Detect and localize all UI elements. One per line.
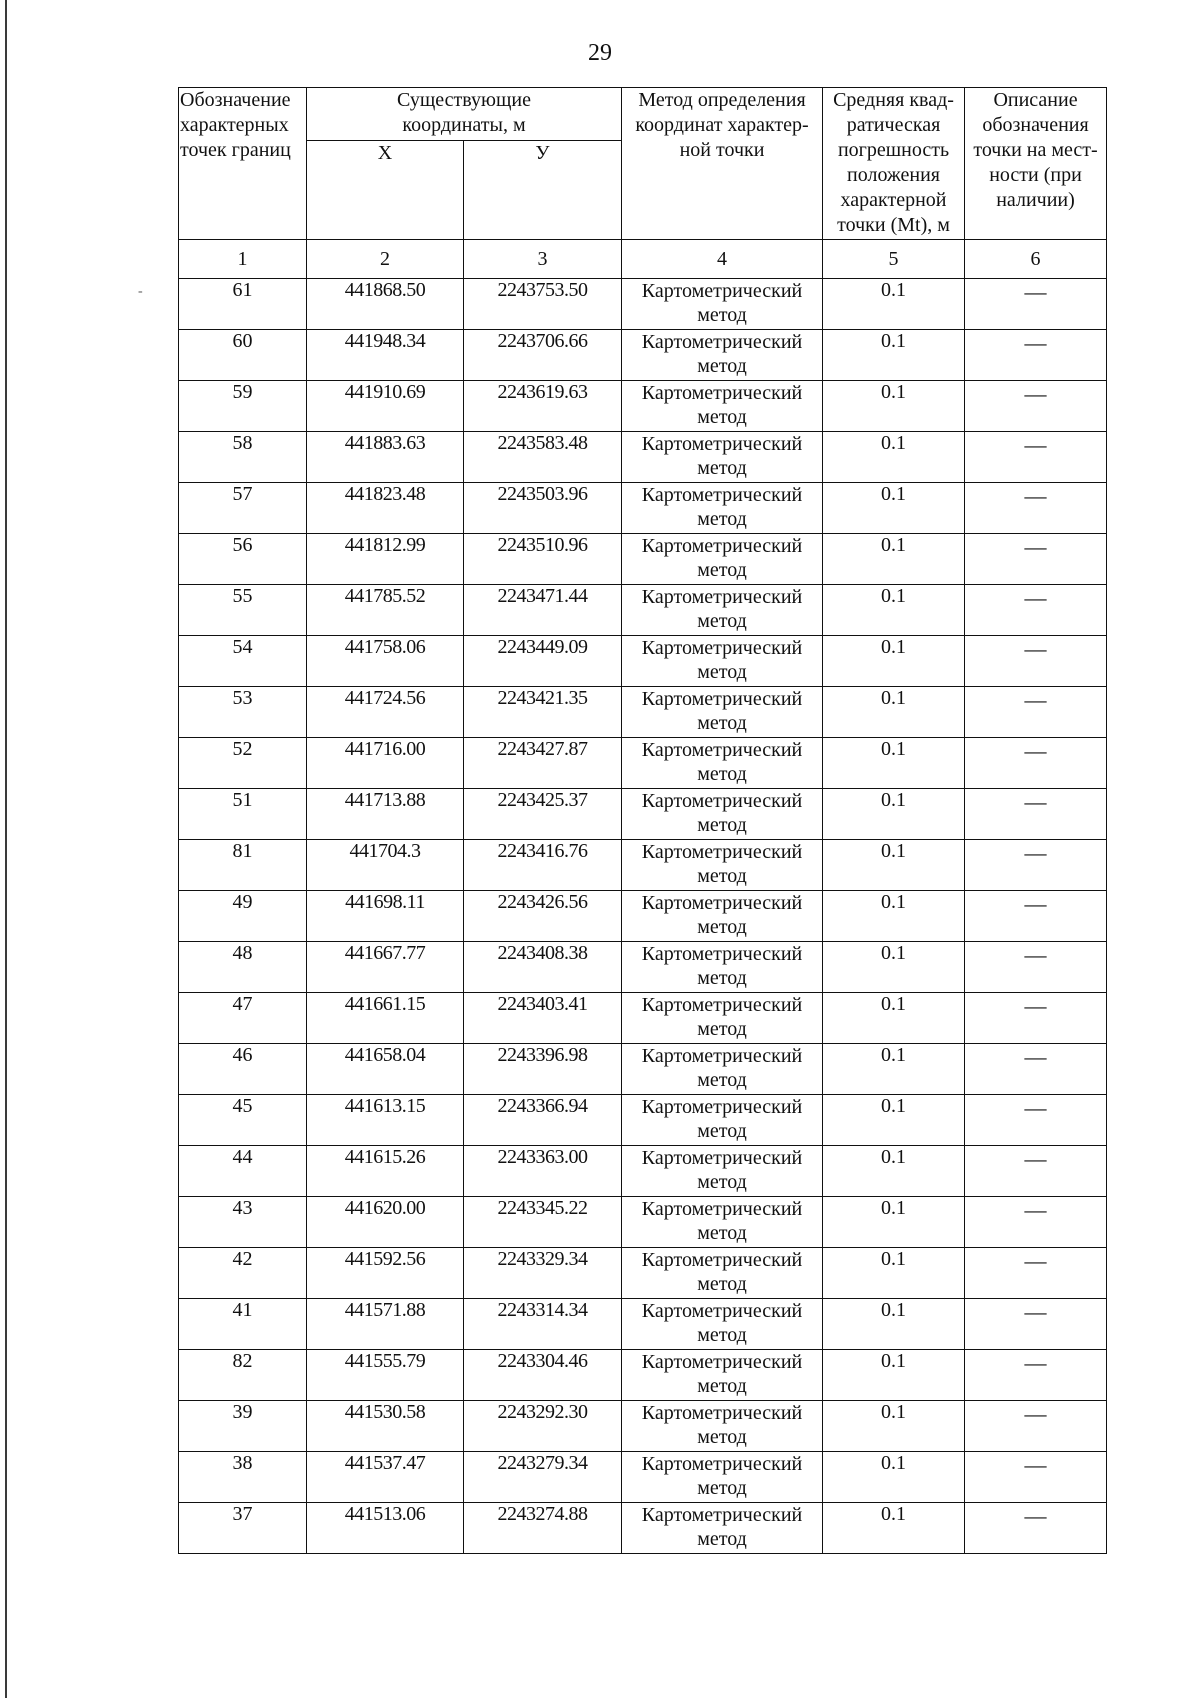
description-cell: — <box>965 1197 1107 1248</box>
point-number-cell: 51 <box>179 789 307 840</box>
method-line: метод <box>697 1018 747 1040</box>
description-cell: — <box>965 483 1107 534</box>
method-line: метод <box>697 865 747 887</box>
column-number: 2 <box>307 240 464 279</box>
error-cell: 0.1 <box>823 534 965 585</box>
point-number-cell: 82 <box>179 1350 307 1401</box>
method-cell <box>622 1248 823 1299</box>
y-coordinate-cell: 2243427.87 <box>464 738 622 789</box>
header-point-designation <box>179 88 307 240</box>
x-coordinate-cell: 441758.06 <box>307 636 464 687</box>
y-coordinate-cell: 2243345.22 <box>464 1197 622 1248</box>
method-cell <box>622 942 823 993</box>
x-coordinate-cell: 441661.15 <box>307 993 464 1044</box>
header-line: ной точки <box>679 139 765 161</box>
error-cell: 0.1 <box>823 1503 965 1554</box>
method-line: Картометрический <box>641 841 803 863</box>
table-row <box>179 483 1107 534</box>
method-cell <box>622 534 823 585</box>
table-row <box>179 585 1107 636</box>
description-cell: — <box>965 1095 1107 1146</box>
y-coordinate-cell: 2243363.00 <box>464 1146 622 1197</box>
y-coordinate-cell: 2243583.48 <box>464 432 622 483</box>
table-row <box>179 636 1107 687</box>
x-coordinate-cell: 441812.99 <box>307 534 464 585</box>
y-coordinate-cell: 2243329.34 <box>464 1248 622 1299</box>
x-coordinate-cell: 441658.04 <box>307 1044 464 1095</box>
error-cell: 0.1 <box>823 1044 965 1095</box>
header-line: координаты, м <box>402 114 526 136</box>
description-cell: — <box>965 789 1107 840</box>
header-method <box>622 88 823 240</box>
method-line: Картометрический <box>641 1249 803 1271</box>
header-line: Средняя квад- <box>833 89 954 111</box>
header-line: погрешность <box>837 139 950 161</box>
description-cell: — <box>965 1401 1107 1452</box>
method-cell <box>622 891 823 942</box>
error-cell: 0.1 <box>823 1095 965 1146</box>
y-coordinate-cell: 2243314.34 <box>464 1299 622 1350</box>
description-cell: — <box>965 1044 1107 1095</box>
error-cell: 0.1 <box>823 636 965 687</box>
description-cell: — <box>965 1146 1107 1197</box>
method-line: Картометрический <box>641 1402 803 1424</box>
point-number-cell: 48 <box>179 942 307 993</box>
error-cell: 0.1 <box>823 789 965 840</box>
y-coordinate-cell: 2243425.37 <box>464 789 622 840</box>
description-cell: — <box>965 1248 1107 1299</box>
method-cell <box>622 993 823 1044</box>
y-coordinate-cell: 2243304.46 <box>464 1350 622 1401</box>
table-row <box>179 942 1107 993</box>
y-coordinate-cell: 2243396.98 <box>464 1044 622 1095</box>
header-line: наличии) <box>996 189 1075 211</box>
method-line: Картометрический <box>641 1147 803 1169</box>
method-cell <box>622 381 823 432</box>
header-line: точек границ <box>180 139 291 161</box>
y-coordinate-cell: 2243471.44 <box>464 585 622 636</box>
x-coordinate-cell: 441948.34 <box>307 330 464 381</box>
description-cell: — <box>965 891 1107 942</box>
description-cell: — <box>965 1299 1107 1350</box>
point-number-cell: 39 <box>179 1401 307 1452</box>
x-coordinate-cell: 441716.00 <box>307 738 464 789</box>
y-coordinate-cell: 2243416.76 <box>464 840 622 891</box>
point-number-cell: 61 <box>179 279 307 330</box>
x-coordinate-cell: 441883.63 <box>307 432 464 483</box>
page-edge-line <box>5 0 7 1698</box>
method-cell <box>622 1350 823 1401</box>
method-cell <box>622 1503 823 1554</box>
x-coordinate-cell: 441555.79 <box>307 1350 464 1401</box>
method-line: метод <box>697 763 747 785</box>
method-line: Картометрический <box>641 1198 803 1220</box>
header-line: координат характер- <box>635 114 809 136</box>
header-line: характерных <box>180 114 289 136</box>
method-line: метод <box>697 355 747 377</box>
header-line: ности (при <box>989 164 1082 186</box>
column-number-row <box>179 240 1107 279</box>
point-number-cell: 49 <box>179 891 307 942</box>
error-cell: 0.1 <box>823 738 965 789</box>
table-row <box>179 1401 1107 1452</box>
x-coordinate-cell: 441785.52 <box>307 585 464 636</box>
table-row <box>179 1095 1107 1146</box>
x-coordinate-cell: 441713.88 <box>307 789 464 840</box>
point-number-cell: 55 <box>179 585 307 636</box>
description-cell: — <box>965 279 1107 330</box>
method-line: метод <box>697 916 747 938</box>
x-coordinate-cell: 441592.56 <box>307 1248 464 1299</box>
method-cell <box>622 330 823 381</box>
error-cell: 0.1 <box>823 381 965 432</box>
x-coordinate-cell: 441620.00 <box>307 1197 464 1248</box>
header-mean-square-error <box>823 88 965 240</box>
method-line: метод <box>697 457 747 479</box>
point-number-cell: 81 <box>179 840 307 891</box>
table-row <box>179 993 1107 1044</box>
x-coordinate-cell: 441613.15 <box>307 1095 464 1146</box>
table-row <box>179 840 1107 891</box>
method-line: метод <box>697 1324 747 1346</box>
y-coordinate-cell: 2243510.96 <box>464 534 622 585</box>
point-number-cell: 52 <box>179 738 307 789</box>
error-cell: 0.1 <box>823 993 965 1044</box>
description-cell: — <box>965 636 1107 687</box>
method-line: метод <box>697 1222 747 1244</box>
description-cell: — <box>965 738 1107 789</box>
coordinates-table <box>178 87 1107 1554</box>
point-number-cell: 37 <box>179 1503 307 1554</box>
method-line: метод <box>697 406 747 428</box>
y-coordinate-cell: 2243619.63 <box>464 381 622 432</box>
error-cell: 0.1 <box>823 1146 965 1197</box>
error-cell: 0.1 <box>823 891 965 942</box>
point-number-cell: 42 <box>179 1248 307 1299</box>
description-cell: — <box>965 585 1107 636</box>
method-line: метод <box>697 559 747 581</box>
point-number-cell: 43 <box>179 1197 307 1248</box>
margin-mark: - <box>138 284 143 299</box>
method-cell <box>622 1452 823 1503</box>
y-coordinate-cell: 2243366.94 <box>464 1095 622 1146</box>
method-cell <box>622 1044 823 1095</box>
x-coordinate-cell: 441530.58 <box>307 1401 464 1452</box>
header-line: Описание <box>993 89 1078 111</box>
table-row <box>179 1452 1107 1503</box>
method-line: Картометрический <box>641 1453 803 1475</box>
error-cell: 0.1 <box>823 1197 965 1248</box>
description-cell: — <box>965 687 1107 738</box>
method-line: Картометрический <box>641 994 803 1016</box>
method-line: Картометрический <box>641 382 803 404</box>
method-cell <box>622 279 823 330</box>
error-cell: 0.1 <box>823 279 965 330</box>
header-x: X <box>307 141 464 240</box>
y-coordinate-cell: 2243753.50 <box>464 279 622 330</box>
method-line: Картометрический <box>641 790 803 812</box>
table-row <box>179 687 1107 738</box>
method-line: Картометрический <box>641 433 803 455</box>
x-coordinate-cell: 441704.3 <box>307 840 464 891</box>
method-line: Картометрический <box>641 535 803 557</box>
header-line: Обозначение <box>180 89 291 111</box>
column-number: 1 <box>179 240 307 279</box>
table-row <box>179 891 1107 942</box>
method-cell <box>622 1299 823 1350</box>
method-cell <box>622 789 823 840</box>
point-number-cell: 46 <box>179 1044 307 1095</box>
x-coordinate-cell: 441615.26 <box>307 1146 464 1197</box>
x-coordinate-cell: 441868.50 <box>307 279 464 330</box>
x-coordinate-cell: 441724.56 <box>307 687 464 738</box>
method-line: метод <box>697 814 747 836</box>
y-coordinate-cell: 2243503.96 <box>464 483 622 534</box>
method-line: метод <box>697 1120 747 1142</box>
error-cell: 0.1 <box>823 1401 965 1452</box>
y-coordinate-cell: 2243421.35 <box>464 687 622 738</box>
y-coordinate-cell: 2243274.88 <box>464 1503 622 1554</box>
table-row <box>179 381 1107 432</box>
method-line: Картометрический <box>641 1351 803 1373</box>
header-line: точки на мест- <box>973 139 1098 161</box>
table-row <box>179 1350 1107 1401</box>
error-cell: 0.1 <box>823 840 965 891</box>
method-line: Картометрический <box>641 280 803 302</box>
header-line: ратическая <box>846 114 941 136</box>
description-cell: — <box>965 534 1107 585</box>
method-line: Картометрический <box>641 1096 803 1118</box>
header-line: точки (Mt), м <box>837 214 950 236</box>
error-cell: 0.1 <box>823 942 965 993</box>
header-point-description <box>965 88 1107 240</box>
header-line: обозначения <box>982 114 1089 136</box>
method-line: Картометрический <box>641 1045 803 1067</box>
table-row <box>179 789 1107 840</box>
error-cell: 0.1 <box>823 1299 965 1350</box>
header-line: Существующие <box>397 89 531 111</box>
point-number-cell: 54 <box>179 636 307 687</box>
table-row <box>179 1146 1107 1197</box>
table-row <box>179 1197 1107 1248</box>
column-number: 6 <box>965 240 1107 279</box>
method-line: метод <box>697 1273 747 1295</box>
method-line: Картометрический <box>641 1504 803 1526</box>
table-row <box>179 432 1107 483</box>
x-coordinate-cell: 441910.69 <box>307 381 464 432</box>
description-cell: — <box>965 432 1107 483</box>
x-coordinate-cell: 441513.06 <box>307 1503 464 1554</box>
y-coordinate-cell: 2243279.34 <box>464 1452 622 1503</box>
method-cell <box>622 840 823 891</box>
method-line: метод <box>697 712 747 734</box>
point-number-cell: 41 <box>179 1299 307 1350</box>
table-body <box>179 279 1107 1554</box>
point-number-cell: 47 <box>179 993 307 1044</box>
column-number: 5 <box>823 240 965 279</box>
method-line: метод <box>697 508 747 530</box>
point-number-cell: 57 <box>179 483 307 534</box>
method-cell <box>622 636 823 687</box>
method-line: Картометрический <box>641 637 803 659</box>
method-line: метод <box>697 610 747 632</box>
point-number-cell: 60 <box>179 330 307 381</box>
method-line: метод <box>697 1528 747 1550</box>
method-line: метод <box>697 1069 747 1091</box>
method-cell <box>622 1401 823 1452</box>
table-row <box>179 330 1107 381</box>
table-row <box>179 738 1107 789</box>
column-number: 3 <box>464 240 622 279</box>
method-line: метод <box>697 304 747 326</box>
table-row <box>179 1503 1107 1554</box>
x-coordinate-cell: 441698.11 <box>307 891 464 942</box>
method-cell <box>622 483 823 534</box>
method-cell <box>622 432 823 483</box>
description-cell: — <box>965 1452 1107 1503</box>
method-cell <box>622 738 823 789</box>
method-line: Картометрический <box>641 1300 803 1322</box>
x-coordinate-cell: 441823.48 <box>307 483 464 534</box>
error-cell: 0.1 <box>823 585 965 636</box>
description-cell: — <box>965 1503 1107 1554</box>
method-cell <box>622 687 823 738</box>
y-coordinate-cell: 2243449.09 <box>464 636 622 687</box>
table-row <box>179 1248 1107 1299</box>
error-cell: 0.1 <box>823 1350 965 1401</box>
header-line: положения <box>847 164 940 186</box>
method-line: Картометрический <box>641 688 803 710</box>
x-coordinate-cell: 441667.77 <box>307 942 464 993</box>
error-cell: 0.1 <box>823 687 965 738</box>
error-cell: 0.1 <box>823 483 965 534</box>
method-line: метод <box>697 1426 747 1448</box>
method-line: метод <box>697 1477 747 1499</box>
table-row <box>179 279 1107 330</box>
error-cell: 0.1 <box>823 330 965 381</box>
point-number-cell: 38 <box>179 1452 307 1503</box>
y-coordinate-cell: 2243426.56 <box>464 891 622 942</box>
y-coordinate-cell: 2243403.41 <box>464 993 622 1044</box>
method-line: метод <box>697 1375 747 1397</box>
table-row <box>179 1044 1107 1095</box>
method-cell <box>622 1095 823 1146</box>
x-coordinate-cell: 441571.88 <box>307 1299 464 1350</box>
header-existing-coordinates <box>307 88 622 141</box>
method-line: метод <box>697 1171 747 1193</box>
point-number-cell: 45 <box>179 1095 307 1146</box>
method-line: Картометрический <box>641 484 803 506</box>
header-line: характерной <box>840 189 947 211</box>
method-line: Картометрический <box>641 739 803 761</box>
point-number-cell: 53 <box>179 687 307 738</box>
y-coordinate-cell: 2243706.66 <box>464 330 622 381</box>
point-number-cell: 58 <box>179 432 307 483</box>
method-line: Картометрический <box>641 943 803 965</box>
error-cell: 0.1 <box>823 1248 965 1299</box>
description-cell: — <box>965 840 1107 891</box>
method-cell <box>622 1197 823 1248</box>
point-number-cell: 59 <box>179 381 307 432</box>
method-line: Картометрический <box>641 892 803 914</box>
description-cell: — <box>965 942 1107 993</box>
column-number: 4 <box>622 240 823 279</box>
table-row <box>179 534 1107 585</box>
error-cell: 0.1 <box>823 1452 965 1503</box>
y-coordinate-cell: 2243408.38 <box>464 942 622 993</box>
header-y: У <box>464 141 622 240</box>
header-row <box>179 88 1107 141</box>
table-row <box>179 1299 1107 1350</box>
header-line: Метод определения <box>638 89 806 111</box>
point-number-cell: 56 <box>179 534 307 585</box>
description-cell: — <box>965 1350 1107 1401</box>
method-line: метод <box>697 661 747 683</box>
description-cell: — <box>965 993 1107 1044</box>
method-cell <box>622 1146 823 1197</box>
point-number-cell: 44 <box>179 1146 307 1197</box>
method-line: метод <box>697 967 747 989</box>
description-cell: — <box>965 330 1107 381</box>
description-cell: — <box>965 381 1107 432</box>
y-coordinate-cell: 2243292.30 <box>464 1401 622 1452</box>
method-line: Картометрический <box>641 331 803 353</box>
x-coordinate-cell: 441537.47 <box>307 1452 464 1503</box>
method-line: Картометрический <box>641 586 803 608</box>
method-cell <box>622 585 823 636</box>
error-cell: 0.1 <box>823 432 965 483</box>
page-number: 29 <box>588 40 612 66</box>
